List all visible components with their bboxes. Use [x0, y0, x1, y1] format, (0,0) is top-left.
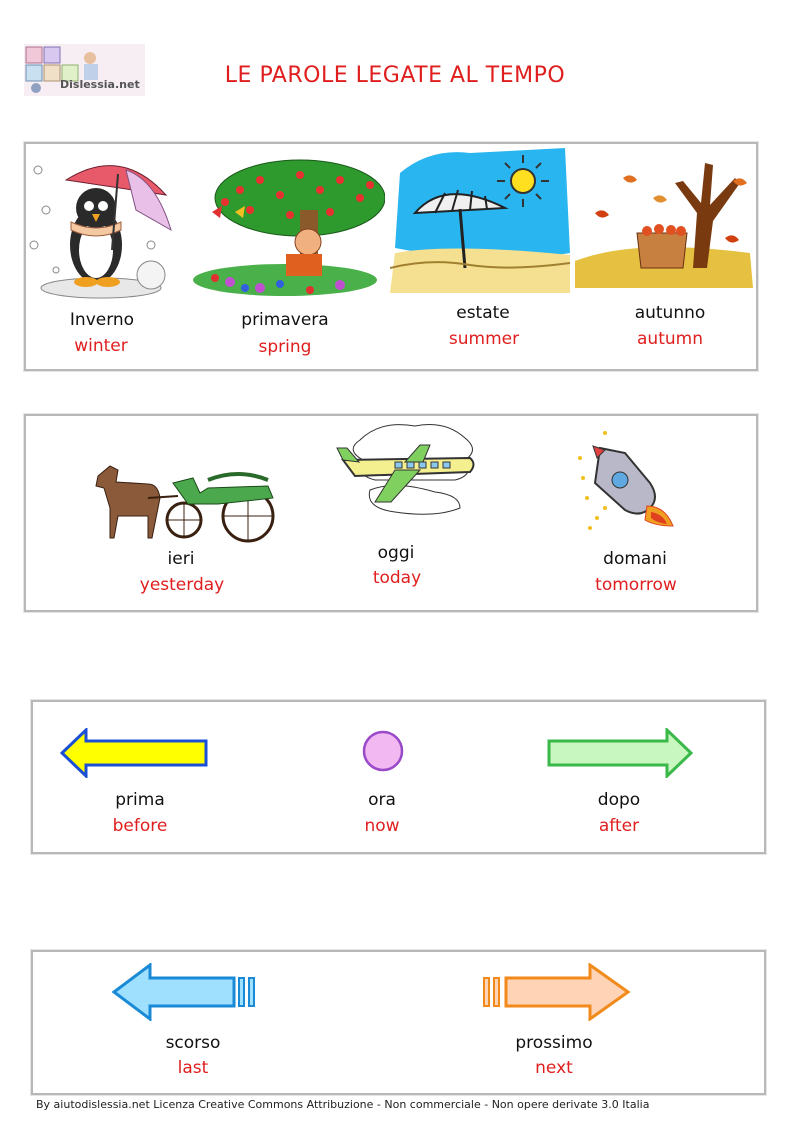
sequence-translation-now: now: [364, 816, 400, 836]
season-word-summer: estate: [456, 303, 510, 323]
day-translation-today: today: [372, 568, 422, 588]
relative-translation-last: last: [177, 1058, 209, 1078]
relative-word-next: prossimo: [515, 1033, 593, 1053]
season-translation-spring: spring: [258, 337, 312, 357]
arrow-right-icon: [545, 728, 695, 782]
season-translation-summer: summer: [448, 329, 520, 349]
sequence-word-before: prima: [115, 790, 165, 810]
season-word-winter: Inverno: [69, 310, 135, 330]
autumn-tree-icon: [575, 143, 755, 292]
arrow-right-icon: [480, 963, 632, 1025]
rocket-icon: [575, 428, 675, 542]
sequence-translation-after: after: [598, 816, 640, 836]
license-footer: By aiutodislessia.net Licenza Creative Commons Attribuzione - Non commerciale - Non opere derivate 3.0 Italia: [36, 1098, 650, 1111]
airplane-icon: [335, 420, 480, 524]
beach-umbrella-sun-icon: [390, 143, 575, 297]
blossom-tree-icon: [190, 150, 385, 304]
day-word-yesterday: ieri: [167, 549, 195, 569]
season-word-spring: primavera: [241, 310, 329, 330]
sequence-word-now: ora: [368, 790, 396, 810]
circle-icon: [361, 729, 405, 777]
penguin-umbrella-snow-icon: [26, 150, 176, 304]
sequence-translation-before: before: [112, 816, 168, 836]
arrow-left-icon: [60, 728, 210, 782]
day-translation-yesterday: yesterday: [139, 575, 225, 595]
page-title: LE PAROLE LEGATE AL TEMPO: [224, 63, 566, 88]
relative-word-last: scorso: [165, 1033, 221, 1053]
arrow-left-icon: [112, 963, 264, 1025]
horse-carriage-icon: [88, 458, 278, 547]
sequence-word-after: dopo: [597, 790, 641, 810]
season-translation-winter: winter: [74, 336, 128, 356]
day-word-tomorrow: domani: [603, 549, 667, 569]
logo-text: Dislessia.net: [60, 78, 140, 91]
season-translation-autumn: autumn: [637, 329, 703, 349]
day-word-today: oggi: [377, 543, 415, 563]
day-translation-tomorrow: tomorrow: [595, 575, 677, 595]
season-word-autumn: autunno: [634, 303, 706, 323]
site-logo: [24, 44, 145, 96]
relative-translation-next: next: [535, 1058, 573, 1078]
